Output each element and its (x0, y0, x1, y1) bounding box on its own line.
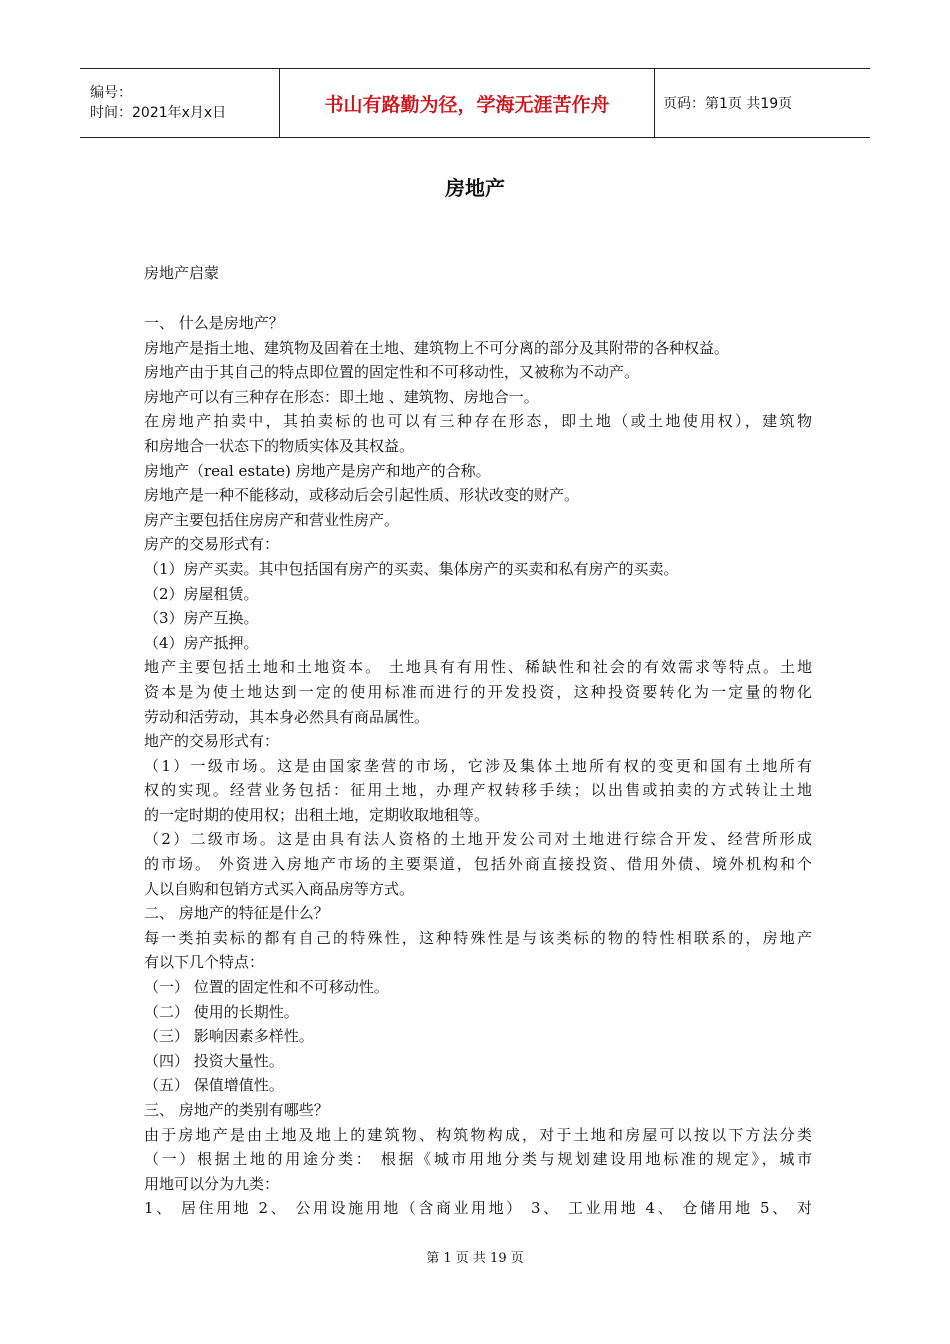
body-line: 二、 房地产的特征是什么？ (144, 904, 329, 923)
header-page-info: 页码：第1页 共19页 (663, 96, 793, 112)
body-line: 由于房地产是由土地及地上的建筑物、构筑物构成，对于土地和房屋可以按以下方法分类 (144, 1125, 812, 1144)
document-number-label: 编号： (90, 85, 132, 101)
page-footer: 第 1 页 共 19 页 (426, 1251, 524, 1266)
body-line: （一）根据土地的用途分类： 根据《城市用地分类与规划建设用地标准的规定》，城市 (144, 1150, 812, 1169)
header-meta (80, 69, 280, 137)
document-title: 房地产 (445, 176, 505, 200)
document-date-label: 时间：2021年x月x日 (90, 105, 227, 121)
body-line: 用地可以分为九类： (144, 1174, 280, 1193)
body-line: 房地产是一种不能移动，或移动后会引起性质、形状改变的财产。 (144, 486, 580, 505)
body-line: （1）一级市场。这是由国家垄营的市场，它涉及集体土地所有权的变更和国有土地所有 (144, 756, 812, 775)
body-line: 的市场。 外资进入房地产市场的主要渠道，包括外商直接投资、借用外债、境外机构和个 (144, 855, 812, 874)
body-line: 房地产可以有三种存在形态：即土地 、建筑物、房地合一。 (144, 387, 539, 406)
body-line: （2）房屋租赁。 (144, 584, 259, 603)
body-line: 地产主要包括土地和土地资本。 土地具有有用性、稀缺性和社会的有效需求等特点。土地 (144, 658, 812, 677)
body-line: （3）房产互换。 (144, 609, 259, 628)
body-line: （四） 投资大量性。 (144, 1051, 284, 1070)
document-body (144, 311, 812, 1221)
document-subtitle: 房地产启蒙 (144, 264, 220, 282)
body-line: （二） 使用的长期性。 (144, 1002, 299, 1021)
body-line: （一） 位置的固定性和不可移动性。 (144, 978, 389, 997)
body-line: 1、 居住用地 2、 公用设施用地（含商业用地） 3、 工业用地 4、 仓储用地 5、 对 (144, 1199, 812, 1218)
body-line: 一、 什么是房地产？ (144, 314, 284, 332)
body-line: 地产的交易形式有： (144, 732, 280, 751)
body-line: 房产的交易形式有： (144, 535, 280, 554)
body-line: 人以自购和包销方式买入商品房等方式。 (144, 879, 415, 898)
body-line: （4）房产抵押。 (144, 633, 259, 652)
body-line: 劳动和活劳动，其本身必然具有商品属性。 (144, 707, 430, 726)
page-header (80, 68, 870, 138)
body-line: 和房地合一状态下的物质实体及其权益。 (144, 436, 415, 455)
body-line: 房地产（real estate) 房地产是房产和地产的合称。 (144, 461, 491, 480)
body-line: （三） 影响因素多样性。 (144, 1027, 314, 1046)
body-line: 在房地产拍卖中，其拍卖标的也可以有三种存在形态，即土地（或土地使用权），建筑物 (144, 412, 812, 431)
body-line: 权的实现。经营业务包括：征用土地，办理产权转移手续；以出售或拍卖的方式转让土地 (144, 781, 812, 800)
body-line: （1）房产买卖。其中包括国有房产的买卖、集体房产的买卖和私有房产的买卖。 (144, 559, 679, 578)
body-line: 房地产由于其自己的特点即位置的固定性和不可移动性，又被称为不动产。 (144, 363, 640, 382)
body-line: 房地产是指土地、建筑物及固着在土地、建筑物上不可分离的部分及其附带的各种权益。 (144, 338, 730, 357)
body-line: 三、 房地产的类别有哪些？ (144, 1101, 329, 1119)
body-line: 的一定时期的使用权；出租土地，定期收取地租等。 (144, 805, 490, 824)
body-line: （五） 保值增值性。 (144, 1076, 284, 1095)
body-line: （2）二级市场。这是由具有法人资格的土地开发公司对土地进行综合开发、经营所形成 (144, 830, 812, 849)
header-motto: 书山有路勤为径，学海无涯苦作舟 (280, 69, 655, 137)
body-line: 每一类拍卖标的都有自己的特殊性，这种特殊性是与该类标的物的特性相联系的，房地产 (144, 928, 812, 947)
body-line: 有以下几个特点： (144, 953, 265, 972)
body-line: 资本是为使土地达到一定的使用标准而进行的开发投资，这种投资要转化为一定量的物化 (144, 682, 812, 701)
body-line: 房产主要包括住房房产和营业性房产。 (144, 510, 400, 529)
